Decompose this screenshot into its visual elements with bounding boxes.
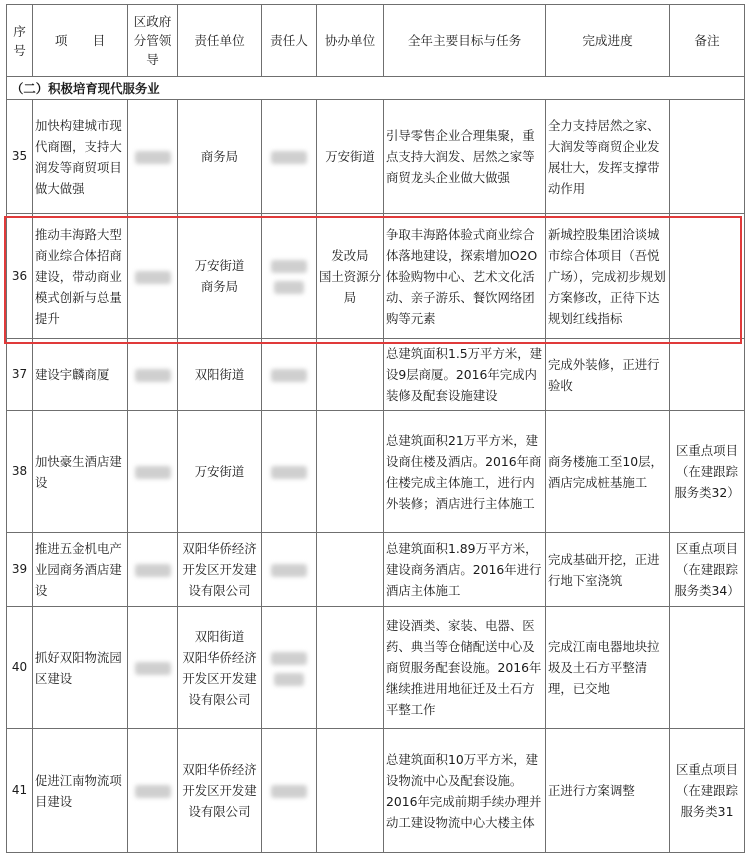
header-progress: 完成进度 <box>546 5 670 77</box>
row-leader <box>128 533 178 607</box>
header-coop: 协办单位 <box>317 5 384 77</box>
header-row <box>7 5 745 77</box>
redacted-name <box>271 260 307 273</box>
redacted-name <box>135 369 171 382</box>
row-note: 区重点项目（在建跟踪服务类31 <box>670 729 745 853</box>
redacted-name <box>274 281 304 294</box>
row-no: 40 <box>7 607 33 729</box>
row-unit: 商务局 <box>178 100 262 214</box>
table-row <box>7 339 745 411</box>
row-coop: 万安街道 <box>317 100 384 214</box>
table-row <box>7 607 745 729</box>
redacted-name <box>135 271 171 284</box>
row-note: 区重点项目（在建跟踪服务类32） <box>670 411 745 533</box>
redacted-name <box>271 369 307 382</box>
row-progress: 完成基础开挖，正进行地下室浇筑 <box>546 533 670 607</box>
row-leader <box>128 729 178 853</box>
row-coop <box>317 411 384 533</box>
row-person <box>262 339 317 411</box>
header-project: 项 目 <box>33 5 128 77</box>
header-person: 责任人 <box>262 5 317 77</box>
table-row <box>7 533 745 607</box>
row-progress: 正进行方案调整 <box>546 729 670 853</box>
row-coop <box>317 339 384 411</box>
row-goal: 总建筑面积10万平方米，建设物流中心及配套设施。2016年完成前期手续办理并动工建设物流中心大楼主体 <box>384 729 546 853</box>
row-progress: 完成外装修，正进行验收 <box>546 339 670 411</box>
row-person <box>262 729 317 853</box>
row-coop <box>317 533 384 607</box>
row-project: 推进五金机电产业园商务酒店建设 <box>33 533 128 607</box>
header-no: 序号 <box>7 5 33 77</box>
row-person <box>262 607 317 729</box>
header-leader: 区政府分管领导 <box>128 5 178 77</box>
row-no: 36 <box>7 214 33 339</box>
row-note <box>670 214 745 339</box>
table-row <box>7 411 745 533</box>
row-leader <box>128 607 178 729</box>
row-unit: 双阳华侨经济开发区开发建设有限公司 <box>178 533 262 607</box>
section-title: （二）积极培育现代服务业 <box>7 77 745 100</box>
table-row <box>7 100 745 214</box>
redacted-name <box>271 466 307 479</box>
row-person <box>262 100 317 214</box>
row-leader <box>128 411 178 533</box>
row-unit: 双阳街道 <box>178 339 262 411</box>
redacted-name <box>135 662 171 675</box>
row-unit: 万安街道 <box>178 411 262 533</box>
redacted-name <box>271 564 307 577</box>
redacted-name <box>135 785 171 798</box>
header-unit: 责任单位 <box>178 5 262 77</box>
redacted-name <box>271 151 307 164</box>
row-progress: 新城控股集团洽谈城市综合体项目（吾悦广场），完成初步规划方案修改，正待下达规划红线指标 <box>546 214 670 339</box>
row-unit: 万安街道 商务局 <box>178 214 262 339</box>
row-no: 37 <box>7 339 33 411</box>
row-project: 加快豪生酒店建设 <box>33 411 128 533</box>
row-note <box>670 607 745 729</box>
redacted-name <box>271 652 307 665</box>
task-table <box>6 4 745 853</box>
row-person <box>262 411 317 533</box>
redacted-name <box>274 673 304 686</box>
header-note: 备注 <box>670 5 745 77</box>
row-leader <box>128 339 178 411</box>
redacted-name <box>135 151 171 164</box>
row-leader <box>128 100 178 214</box>
redacted-name <box>135 564 171 577</box>
row-project: 抓好双阳物流园区建设 <box>33 607 128 729</box>
section-row <box>7 77 745 100</box>
row-project: 建设宇麟商厦 <box>33 339 128 411</box>
row-goal: 建设酒类、家装、电器、医药、典当等仓储配送中心及商贸服务配套设施。2016年继续推进用地征迁及土石方平整工作 <box>384 607 546 729</box>
row-goal: 总建筑面积1.5万平方米，建设9层商厦。2016年完成内装修及配套设施建设 <box>384 339 546 411</box>
row-goal: 总建筑面积1.89万平方米，建设商务酒店。2016年进行酒店主体施工 <box>384 533 546 607</box>
row-person <box>262 533 317 607</box>
row-coop: 发改局 国土资源分局 <box>317 214 384 339</box>
row-progress: 完成江南电器地块拉圾及土石方平整清理，已交地 <box>546 607 670 729</box>
row-person <box>262 214 317 339</box>
redacted-name <box>135 466 171 479</box>
table-row <box>7 729 745 853</box>
row-goal: 引导零售企业合理集聚，重点支持大润发、居然之家等商贸龙头企业做大做强 <box>384 100 546 214</box>
row-no: 39 <box>7 533 33 607</box>
row-no: 41 <box>7 729 33 853</box>
row-note <box>670 339 745 411</box>
row-goal: 总建筑面积21万平方米，建设商住楼及酒店。2016年商住楼完成主体施工，进行内外装修；酒店进行主体施工 <box>384 411 546 533</box>
row-progress: 全力支持居然之家、大润发等商贸企业发展壮大，发挥支撑带动作用 <box>546 100 670 214</box>
row-project: 促进江南物流项目建设 <box>33 729 128 853</box>
row-progress: 商务楼施工至10层，酒店完成桩基施工 <box>546 411 670 533</box>
header-goal: 全年主要目标与任务 <box>384 5 546 77</box>
row-goal: 争取丰海路体验式商业综合体落地建设，探索增加O2O体验购物中心、艺术文化活动、亲子游乐、餐饮网络团购等元素 <box>384 214 546 339</box>
row-leader <box>128 214 178 339</box>
row-unit: 双阳华侨经济开发区开发建设有限公司 <box>178 729 262 853</box>
row-note <box>670 100 745 214</box>
table-row <box>7 214 745 339</box>
row-project: 推动丰海路大型商业综合体招商建设，带动商业模式创新与总量提升 <box>33 214 128 339</box>
row-coop <box>317 607 384 729</box>
row-project: 加快构建城市现代商圈，支持大润发等商贸项目做大做强 <box>33 100 128 214</box>
row-note: 区重点项目（在建跟踪服务类34） <box>670 533 745 607</box>
row-no: 38 <box>7 411 33 533</box>
row-unit: 双阳街道 双阳华侨经济开发区开发建设有限公司 <box>178 607 262 729</box>
redacted-name <box>271 785 307 798</box>
row-no: 35 <box>7 100 33 214</box>
row-coop <box>317 729 384 853</box>
